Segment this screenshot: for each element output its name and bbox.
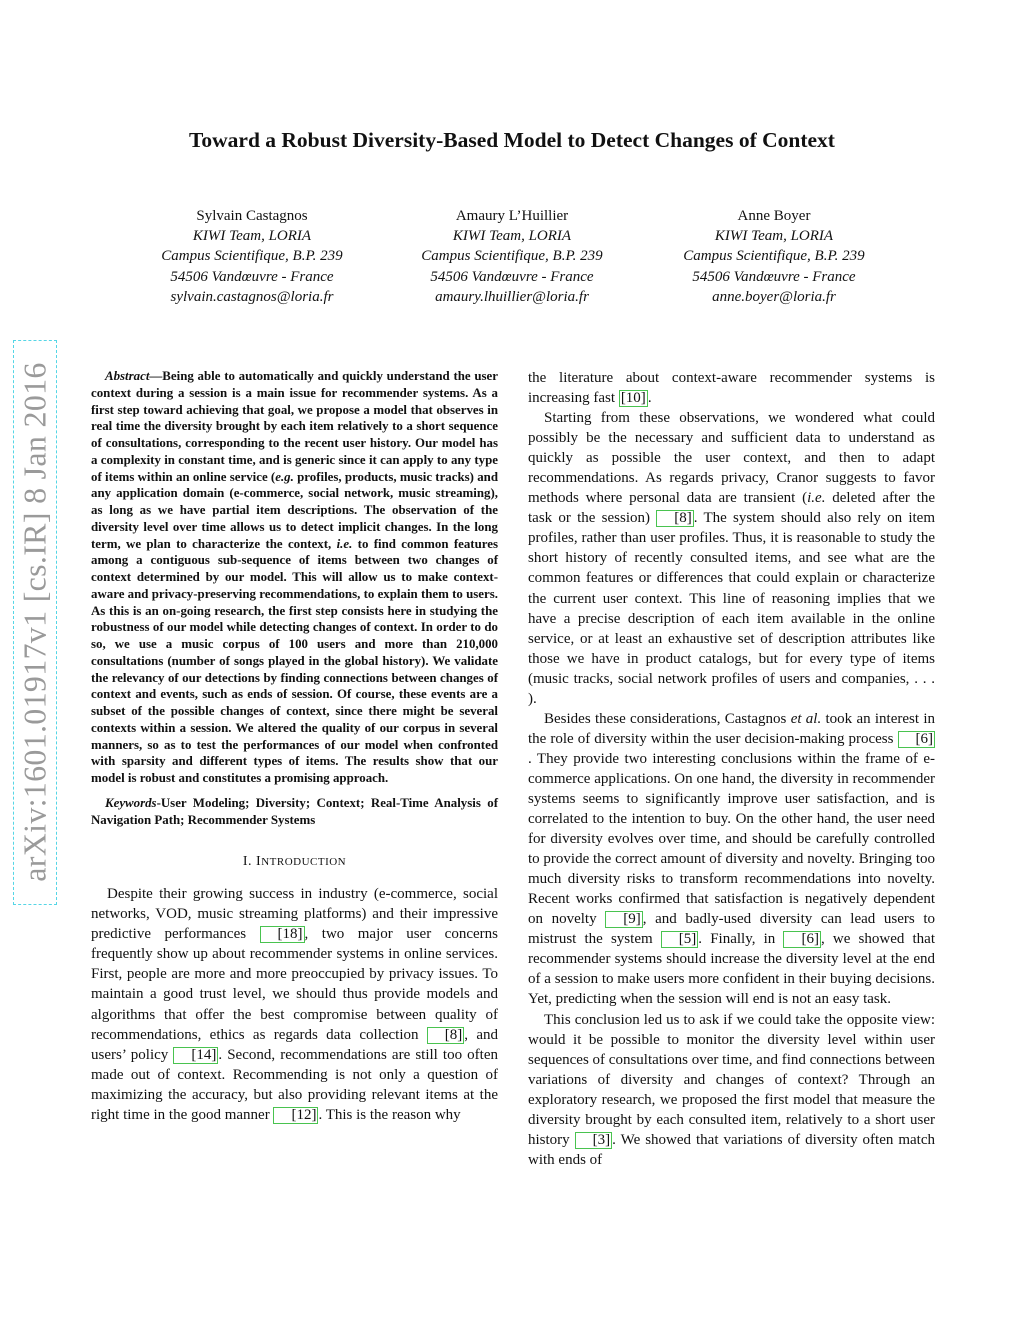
abstract-text-1: Being able to automatically and quickly understand the user context during a session is a main issue for recommender systems. As a first step toward achieving that goal, we propose a model that observes in real time the diversity brought by each item relatively to a short sequence of consultations, corresponding to the recent user history. Our model has a complexity in constant time, and is generic since it can apply to any type of items within an online service (: [91, 369, 498, 484]
abstract-ie: i.e.: [336, 536, 353, 551]
author-name: Anne Boyer: [737, 208, 811, 224]
author-city: 54506 Vandœuvre - France: [692, 268, 856, 285]
author-email[interactable]: amaury.lhuillier@loria.fr: [435, 288, 589, 305]
citation-link[interactable]: [18]: [260, 926, 305, 943]
citation-link[interactable]: [12]: [273, 1107, 318, 1124]
keywords: [91, 795, 498, 829]
author-team: KIWI Team, LORIA: [192, 228, 312, 245]
author-campus: Campus Scientifique, B.P. 239: [683, 248, 865, 265]
abstract-text-2: profiles, products, music tracks) and any application domain (e-commerce, social network, music streaming), as long as we have partial item descriptions. The observation of the diversity level over time allows us to detect implicit changes. In the long term, we plan to characterize the context,: [91, 469, 498, 551]
keywords-label: Keywords: [105, 795, 157, 810]
intro-paragraph-4: This conclusion led us to ask if we could take the opposite view: would it be possible to monitor the diversity level within user sequences of consultations over time, and find connections between variations of diversity and changes of context? Through an exploratory research, we proposed the first model that measure the diversity brought by each consulted item, relatively to a short user history [3] . We showed that variations of diversity often match with ends of: [528, 1011, 935, 1168]
citation-link[interactable]: [8]: [427, 1027, 465, 1044]
citation-link[interactable]: [3]: [575, 1132, 613, 1149]
keywords-text: -User Modeling; Diversity; Context; Real-Time Analysis of Navigation Path; Recommender Systems: [91, 795, 498, 827]
author-team: KIWI Team, LORIA: [452, 228, 572, 245]
intro-paragraph-continued: the literature about context-aware recommender systems is increasing fast [10] .: [528, 370, 935, 407]
left-column: [91, 368, 498, 1125]
author-name: Sylvain Castagnos: [196, 208, 308, 224]
abstract: Abstract—Being able to automatically and quickly understand the user context during a session is a main issue for recommender systems. As a first step toward achieving that goal, we propose a model that observes in real time the diversity brought by each item relatively to a short sequence of consultations, corresponding to the recent user history. Our model has a complexity in constant time, and is generic since it can apply to any type of items within an online service (e.g. profiles, products, music tracks) and any application domain (e-commerce, social network, music streaming), as long as we have partial item descriptions. The observation of the diversity level over time allows us to detect implicit changes. In the long term, we plan to characterize the context, i.e. to find common features among a contiguous sub-sequence of items between two changes of context determined by our model. This will allow us to make context-aware and privacy-preserving recommendations, to explain them to users. As this is an on-going research, the first step consists here in studying the robustness of our model while detecting changes of context. In order to do so, we use a music corpus of 100 users and more than 210,000 consultations (number of songs played in the global history). We validate the relevancy of our detections by finding connections between changes of context and events, such as ends of session. Of course, these events are a subset of the possible changes of context, since there might be several contexts within a session. We altered the quality of our corpus in several manners, so as to test the performances of our model when confronted with sparsity and different types of items. The results show that our model is robust and constitutes a promising approach.: [91, 369, 498, 785]
author-email[interactable]: anne.boyer@loria.fr: [712, 288, 836, 305]
citation-link[interactable]: [6]: [898, 731, 936, 748]
intro-paragraph-1: Despite their growing success in industry (e-commerce, social networks, VOD, music streaming platforms) and their impressive predictive performances [18] , two major user concerns frequently show up about recommender systems in online services. First, people are more and more preoccupied by privacy issues. To maintain a good trust level, we should thus provide models and algorithms that offer the best compromise between quality of recommendations, ethics as regards data collection [8] , and users’ policy [14] . Second, recommendations are still too often made out of context. Recommending is not only a question of maximizing the accuracy, but also providing relevant items at the right time in the good manner [12] . This is the reason why: [91, 886, 498, 1123]
right-column: [528, 368, 935, 1170]
author-name: Amaury L’Huillier: [455, 208, 569, 224]
citation-link[interactable]: [14]: [173, 1047, 218, 1064]
author-email[interactable]: sylvain.castagnos@loria.fr: [170, 288, 334, 305]
section-heading-introduction: I. INTRODUCTION: [242, 854, 347, 870]
author-block-1: [137, 206, 367, 307]
citation-link[interactable]: [10]: [620, 390, 646, 407]
author-block-3: [659, 206, 889, 307]
author-team: KIWI Team, LORIA: [714, 228, 834, 245]
author-campus: Campus Scientifique, B.P. 239: [161, 248, 343, 265]
author-city: 54506 Vandœuvre - France: [430, 268, 594, 285]
abstract-text-3: to find common features among a contiguous sub-sequence of items between two changes of context determined by our model. This will allow us to make context-aware and privacy-preserving recommendations, to explain them to users. As this is an on-going research, the first step consists here in studying the robustness of our model while detecting changes of context. In order to do so, we use a music corpus of 100 users and more than 210,000 consultations (number of songs played in the global history). We validate the relevancy of our detections by finding connections between changes of context and events, such as ends of session. Of course, these events are a subset of the possible changes of context, since there might be several contexts within a session. We altered the quality of our corpus in several manners, so as to test the performances of our model when confronted with sparsity and different types of items. The results show that our model is robust and constitutes a promising approach.: [91, 536, 498, 785]
abstract-label: Abstract: [105, 369, 150, 383]
citation-link[interactable]: [9]: [605, 911, 643, 928]
citation-link[interactable]: [8]: [656, 510, 694, 527]
paper-title: Toward a Robust Diversity-Based Model to Detect Changes of Context: [189, 128, 835, 152]
citation-link[interactable]: [6]: [783, 931, 821, 948]
intro-paragraph-3: Besides these considerations, Castagnos et al. took an interest in the role of diversity within the user decision-making process [6]. They provide two interesting conclusions within the frame of e-commerce applications. On one hand, the diversity in recommender systems seems to significantly improve user satisfaction, and is correlated to the intention to buy. On the other hand, the user need for diversity evolves over time, and should be carefully controlled to provide the correct amount of diversity and novelty. Bringing too much diversity risks to transform recommendations into novelty. Recent works confirmed that satisfaction is negatively dependent on novelty [9] , and badly-used diversity can lead users to mistrust the system [5] . Finally, in [6] , we showed that recommender systems should increase the diversity level at the end of a session to make users more confident in their buying decisions. Yet, predicting when the session will end is not an easy task.: [528, 710, 935, 1008]
author-block-2: [397, 206, 627, 307]
abstract-eg: e.g.: [275, 469, 294, 484]
author-campus: Campus Scientifique, B.P. 239: [421, 248, 603, 265]
arxiv-identifier[interactable]: arXiv:1601.01917v1 [cs.IR] 8 Jan 2016: [16, 362, 53, 882]
intro-paragraph-2: Starting from these observations, we wondered what could possibly be the necessary and sufficient data to understand as quickly as possible the user context, and then to adapt recommendations. As regards privacy, Cranor suggests to favor methods where personal data are transient (i.e. deleted after the task or the session) [8] . The system should also rely on item profiles, rather than user profiles. Thus, it is reasonable to study the short history of recently consulted items, and see what are the common features or differences that could explain or characterize the current user context. This line of reasoning implies that we have a precise description of each item available in the online service, or at least an exhaustive set of description attributes like those we have in product catalogs, but for every type of items (music tracks, social network profiles of users and companies, . . . ).: [528, 410, 936, 707]
citation-link[interactable]: [5]: [661, 931, 699, 948]
author-city: 54506 Vandœuvre - France: [170, 268, 334, 285]
arxiv-sidebar[interactable]: [10, 340, 60, 905]
